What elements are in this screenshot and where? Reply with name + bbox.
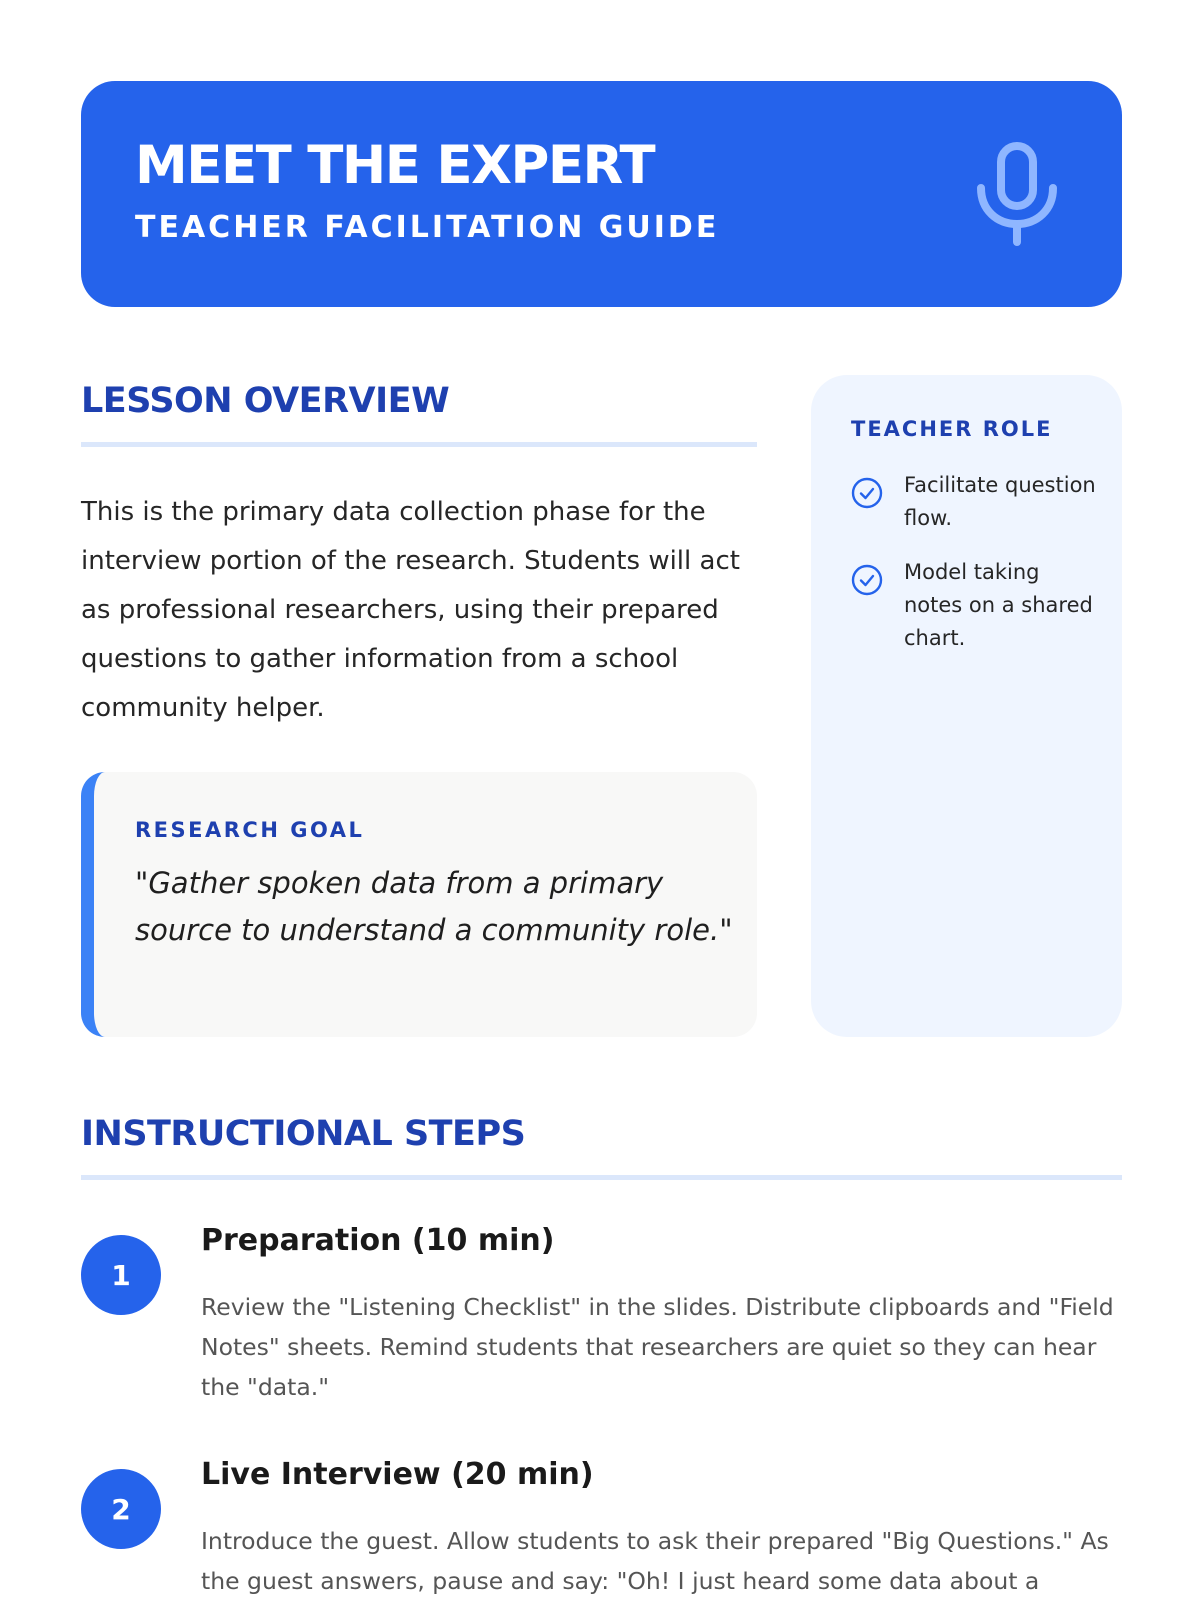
step-title: Live Interview (20 min): [201, 1457, 594, 1492]
step-number-badge: 2: [81, 1469, 161, 1549]
instructional-steps-divider: [81, 1175, 1122, 1180]
page-title: MEET THE EXPERT: [135, 135, 655, 196]
research-goal-quote: "Gather spoken data from a primary source to understand a community role.": [135, 866, 733, 947]
teacher-role-card: [811, 375, 1122, 1037]
step-title: Preparation (10 min): [201, 1223, 555, 1258]
teacher-role-label: TEACHER ROLE: [851, 417, 1053, 441]
lesson-overview-heading: LESSON OVERVIEW: [81, 381, 450, 421]
research-goal-label: RESEARCH GOAL: [135, 818, 365, 842]
check-circle-icon: [851, 564, 883, 596]
step-description: Review the "Listening Checklist" in the slides. Distribute clipboards and "Field Notes" sheets. Remind students that researchers are quiet so they can hear the "data.": [201, 1293, 1114, 1401]
lesson-overview-text: This is the primary data collection phase for the interview portion of the research. Students will act as professional researchers, using their prepared questions to gather information from a school community helper.: [81, 497, 740, 723]
page-subtitle: TEACHER FACILITATION GUIDE: [135, 210, 720, 245]
step-number-badge: 1: [81, 1235, 161, 1315]
microphone-icon: [977, 142, 1057, 246]
lesson-overview-divider: [81, 442, 757, 447]
check-circle-icon: [851, 477, 883, 509]
teacher-role-item-text: Facilitate question flow.: [904, 473, 1096, 530]
teacher-role-item-text: Model taking notes on a shared chart.: [904, 560, 1093, 650]
header-banner: [81, 81, 1122, 307]
instructional-steps-heading: INSTRUCTIONAL STEPS: [81, 1114, 526, 1154]
research-goal-callout: [81, 772, 757, 1037]
step-description: Introduce the guest. Allow students to ask their prepared "Big Questions." As the guest answers, pause and say: "Oh! I just heard some data about a: [201, 1527, 1109, 1595]
